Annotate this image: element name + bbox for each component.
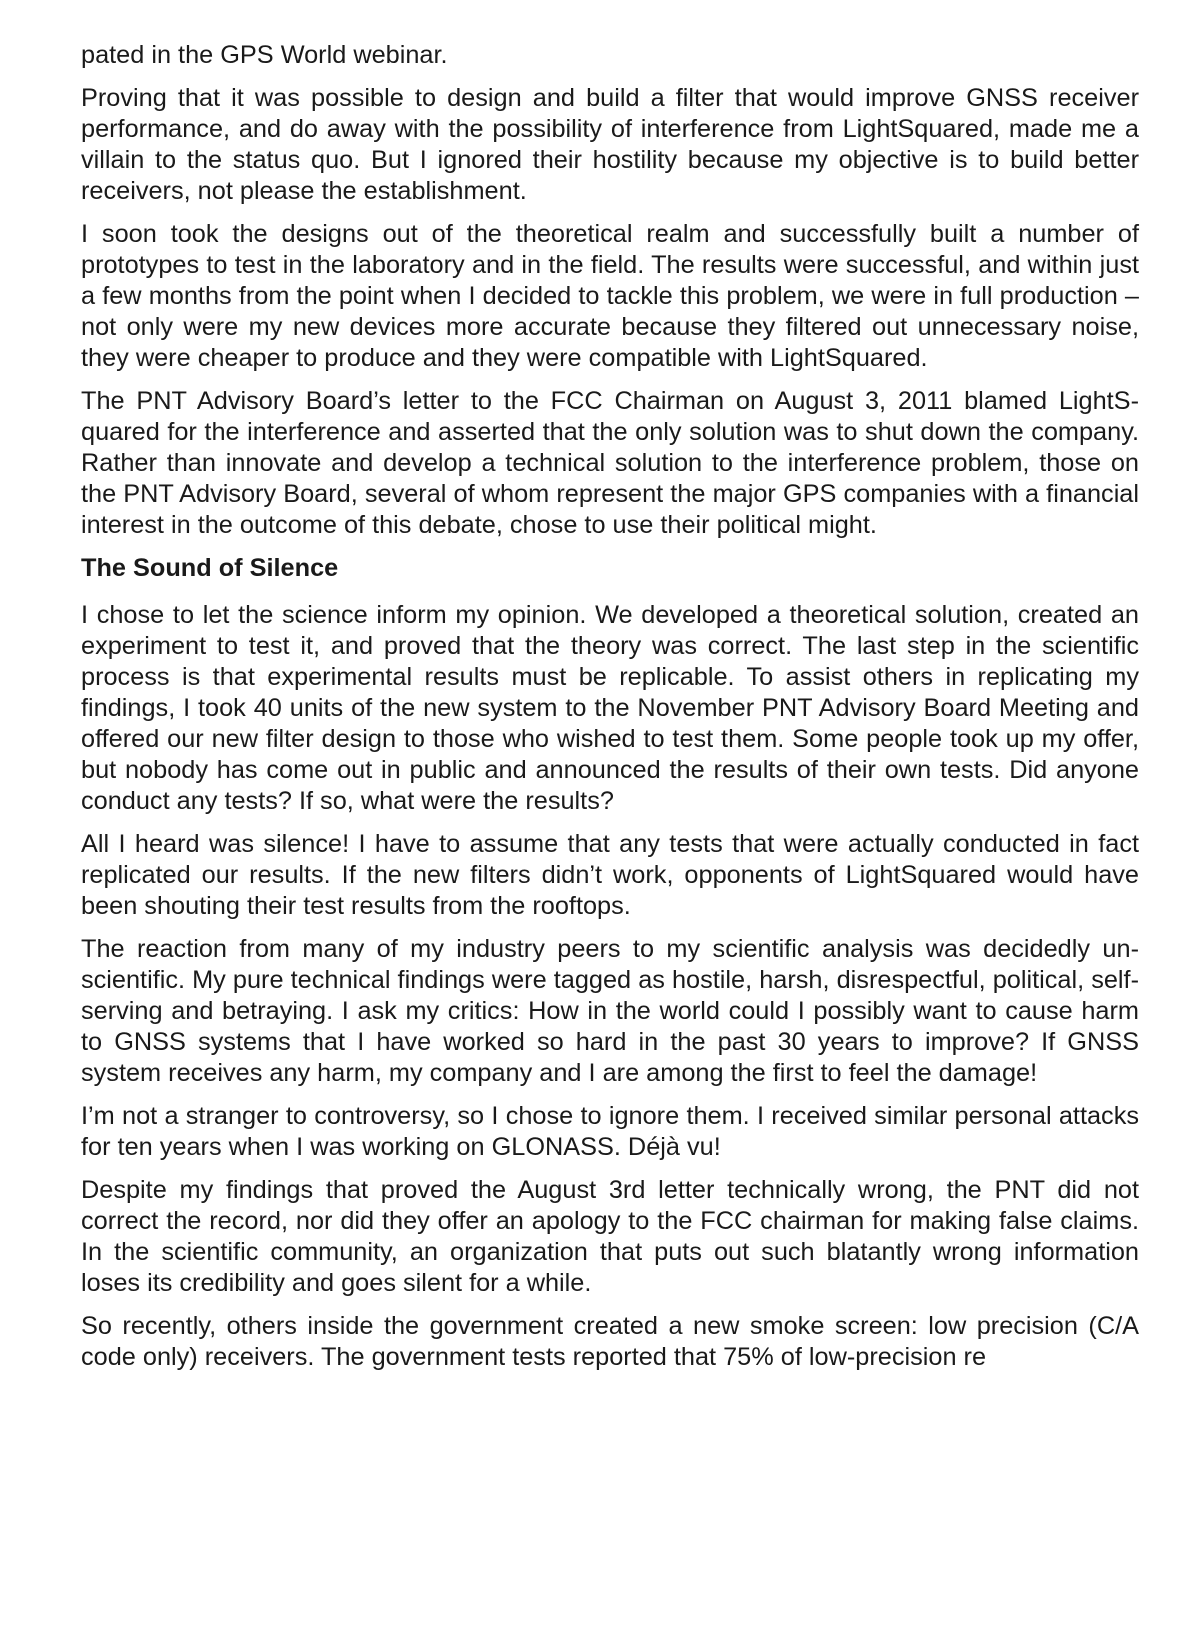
opening-fragment: pated in the GPS World webinar. (81, 41, 448, 69)
paragraph-smoke-screen: So recently, others inside the government created a new smoke screen: low precision (C/A code only) receivers. The government tests reported that 75% of low-precision re (81, 1312, 1139, 1371)
paragraph-silence: All I heard was silence! I have to assume that any tests that were actually conducted in fact replicated our results. If the new filters didn’t work, opponents of LightSquared would have been shouting their test results from the rooftops. (81, 830, 1139, 920)
paragraph-controversy: I’m not a stranger to controversy, so I chose to ignore them. I received similar personal attacks for ten years when I was working on GLONASS. Déjà vu! (81, 1102, 1139, 1161)
paragraph-filter-design: Proving that it was possible to design and build a filter that would improve GNSS receiver performance, and do away with the possibility of interference from LightSquared, made me a villain to the status quo. But I ignored their hostility because my objective is to build better receivers, not please the establishment. (81, 84, 1139, 205)
paragraph-pnt-letter: The PNT Advisory Board’s letter to the FCC Chairman on August 3, 2011 blamed LightSquared for the interference and asserted that the only solution was to shut down the company. Rather than innovate and develop a technical solution to the interference problem, those on the PNT Advisory Board, several of whom represent the major GPS companies with a financial interest in the outcome of this debate, chose to use their political might. (81, 387, 1139, 539)
paragraph-prototypes: I soon took the designs out of the theoretical realm and successfully built a number of prototypes to test in the laboratory and in the field. The results were successful, and within just a few months from the point when I decided to tackle this problem, we were in full production – not only were my new devices more accurate because they filtered out unnecessary noise, they were cheaper to produce and they were compatible with LightSquared. (81, 220, 1139, 372)
paragraph-science: I chose to let the science inform my opinion. We developed a theoretical solution, created an experiment to test it, and proved that the theory was correct. The last step in the scientific process is that experimental results must be replicable. To assist others in replicating my findings, I took 40 units of the new system to the November PNT Advisory Board Meeting and offered our new filter design to those who wished to test them. Some people took up my offer, but nobody has come out in public and announced the results of their own tests. Did anyone conduct any tests? If so, what were the results? (81, 601, 1139, 815)
paragraph-august-letter: Despite my findings that proved the August 3rd letter technically wrong, the PNT did not correct the record, nor did they offer an apology to the FCC chairman for making false claims. In the scientific community, an organization that puts out such blatantly wrong information loses its credibility and goes silent for a while. (81, 1176, 1139, 1297)
section-heading: The Sound of Silence (81, 554, 339, 582)
paragraph-reaction: The reaction from many of my industry peers to my scientific analysis was decidedly unscientific. My pure technical findings were tagged as hostile, harsh, disrespectful, political, self-serving and betraying. I ask my critics: How in the world could I possibly want to cause harm to GNSS systems that I have worked so hard in the past 30 years to improve? If GNSS system receives any harm, my company and I are among the first to feel the damage! (81, 935, 1139, 1087)
document-page (81, 40, 1139, 1385)
